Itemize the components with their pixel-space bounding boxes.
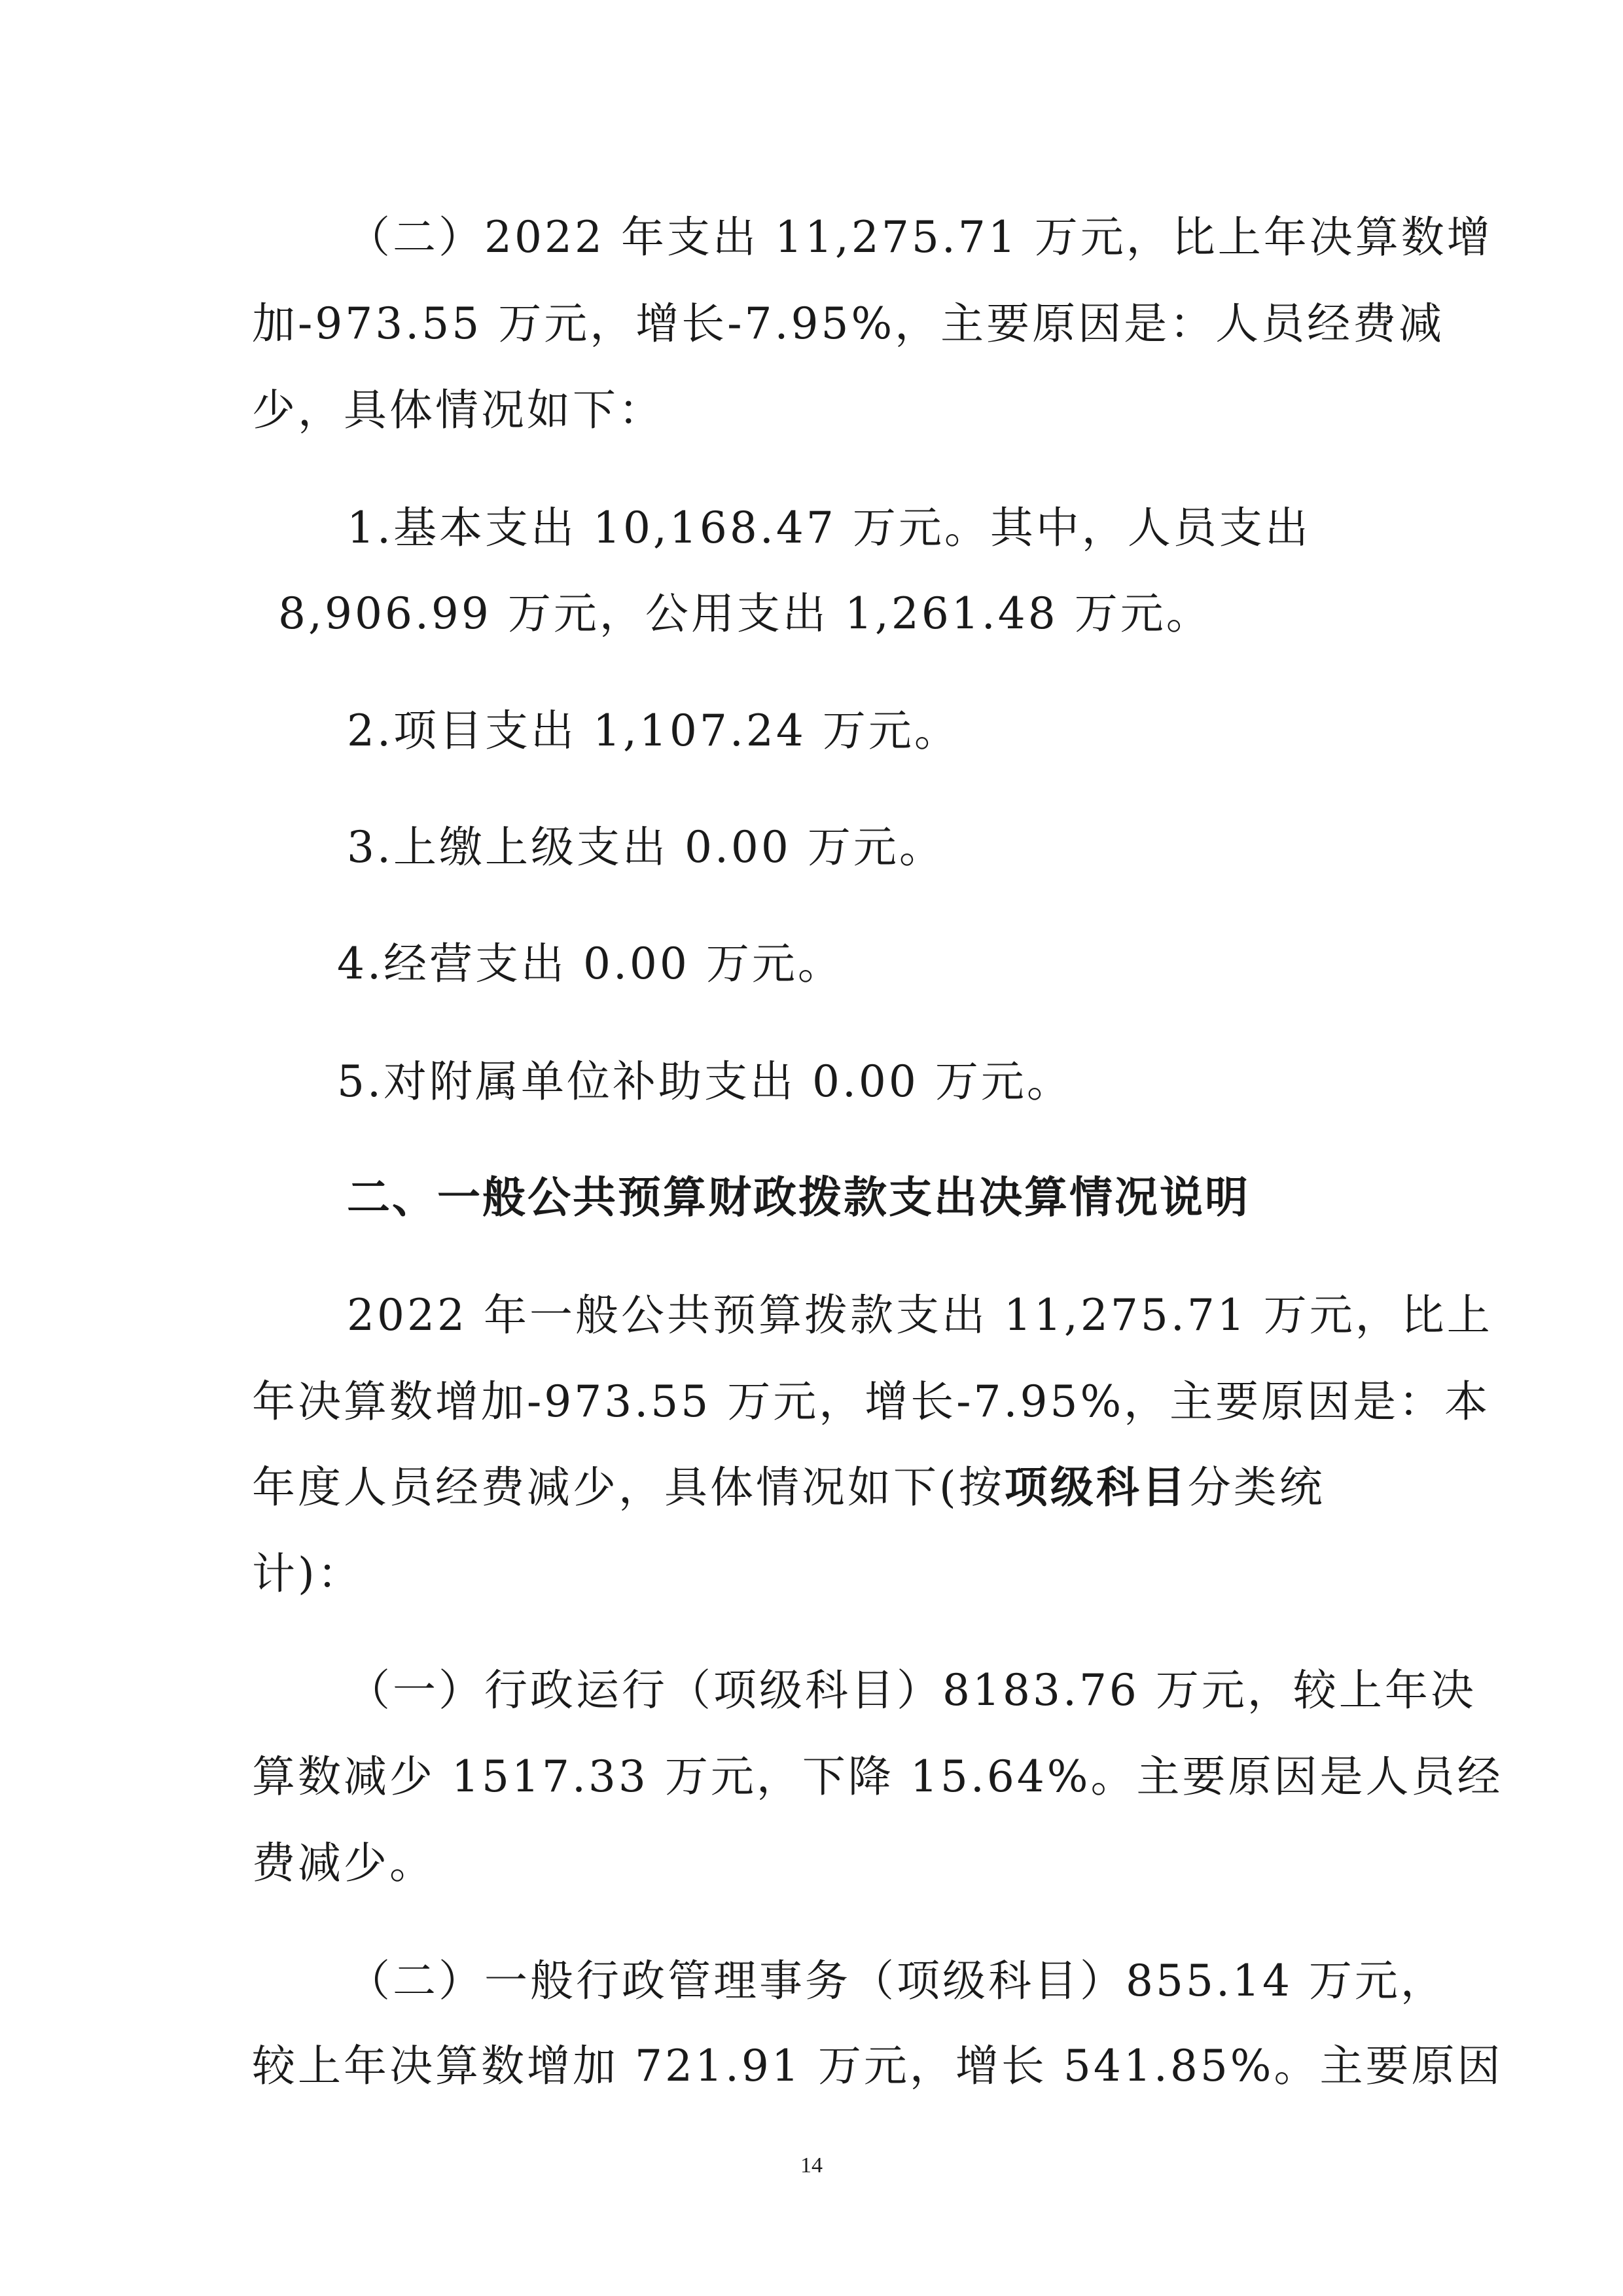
paragraph-line (252, 1458, 1325, 1517)
page-number: 14 (800, 2153, 823, 2178)
list-item-subsidy-expenditure: 5.对附属单位补助支出 0.00 万元。 (337, 1056, 1073, 1107)
paragraph-line: 加-973.55 万元，增长-7.95%，主要原因是：人员经费减 (252, 298, 1445, 349)
list-item-basic-expenditure-cont: 8,906.99 万元，公用支出 1,261.48 万元。 (278, 588, 1212, 639)
paragraph-line: （二）2022 年支出 11,275.71 万元，比上年决算数增 (347, 212, 1493, 262)
paragraph-line: 少，具体情况如下： (252, 385, 664, 435)
text-span: 年度人员经费减少，具体情况如下(按 (252, 1462, 1005, 1513)
paragraph-line: （一）行政运行（项级科目）8183.76 万元，较上年决 (347, 1665, 1476, 1715)
section-heading: 二、一般公共预算财政拨款支出决算情况说明 (347, 1172, 1250, 1223)
text-span: 分类统 (1187, 1462, 1325, 1513)
paragraph-line: 算数减少 1517.33 万元，下降 15.64%。主要原因是人员经 (252, 1751, 1503, 1802)
paragraph-line: 较上年决算数增加 721.91 万元，增长 541.85%。主要原因 (252, 2041, 1503, 2091)
paragraph-line: （二）一般行政管理事务（项级科目）855.14 万元， (347, 1956, 1446, 2006)
paragraph-line: 2022 年一般公共预算拨款支出 11,275.71 万元，比上 (347, 1290, 1493, 1340)
list-item-project-expenditure: 2.项目支出 1,107.24 万元。 (347, 706, 960, 756)
paragraph-line: 年决算数增加-973.55 万元，增长-7.95%，主要原因是：本 (252, 1376, 1491, 1427)
list-item-remit-expenditure: 3.上缴上级支出 0.00 万元。 (347, 822, 945, 872)
list-item-operating-expenditure: 4.经营支出 0.00 万元。 (337, 939, 844, 989)
bold-text-span: 项级科目 (1004, 1462, 1188, 1513)
paragraph-line: 计)： (252, 1549, 363, 1599)
paragraph-line: 费减少。 (252, 1838, 435, 1888)
list-item-basic-expenditure: 1.基本支出 10,168.47 万元。其中，人员支出 (347, 503, 1311, 553)
